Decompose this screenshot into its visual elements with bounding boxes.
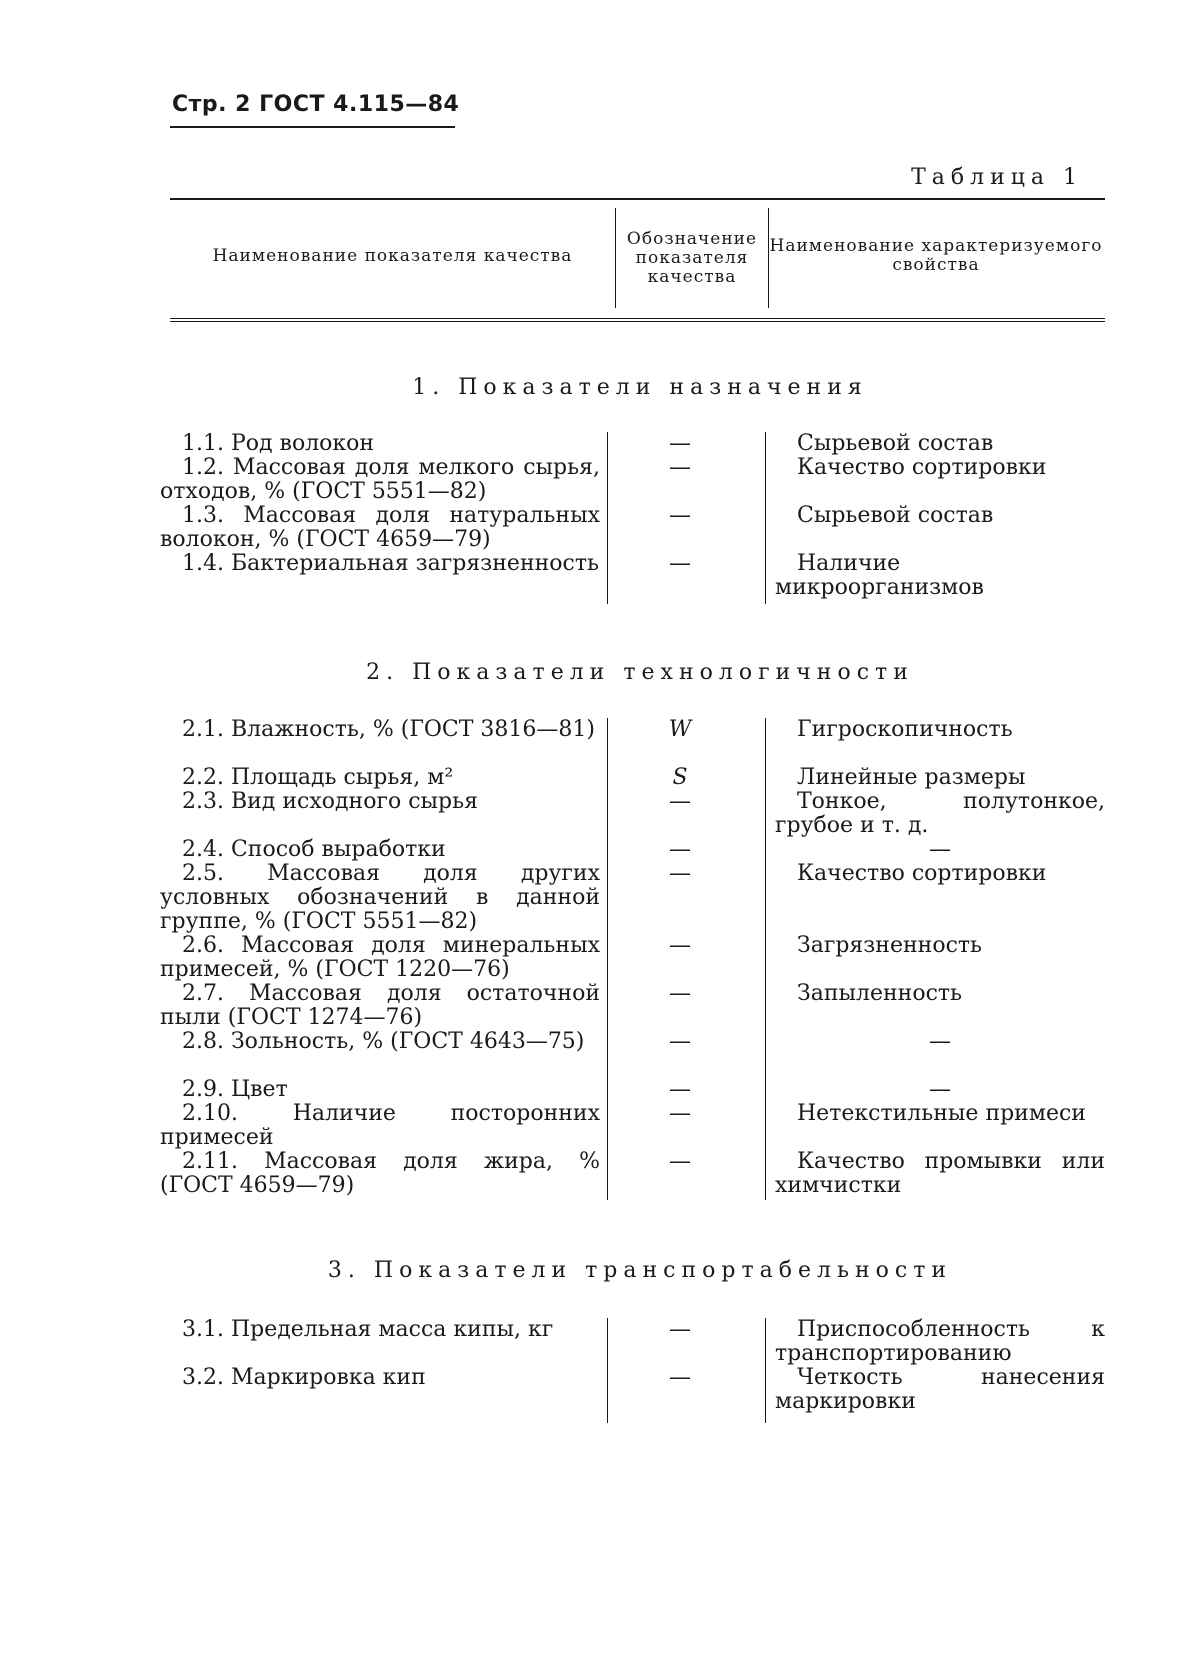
indicator-name: 2.8. Зольность, % (ГОСТ 4643—75) — [182, 1029, 585, 1054]
indicator-property: — — [929, 837, 951, 862]
indicator-name: 2.9. Цвет — [182, 1077, 288, 1102]
indicator-symbol: — — [669, 981, 691, 1006]
indicator-property: — — [929, 1077, 951, 1102]
indicator-symbol: — — [669, 1317, 691, 1342]
indicator-symbol: — — [669, 1029, 691, 1054]
header-rule — [170, 126, 455, 128]
indicator-name: 1.1. Род волокон — [182, 431, 375, 456]
indicator-name: 3.2. Маркировка кип — [182, 1365, 426, 1390]
indicator-property: Качество сортировки — [797, 861, 1047, 886]
indicator-property: Сырьевой состав — [797, 431, 994, 456]
indicator-symbol: — — [669, 933, 691, 958]
indicator-name: 2.3. Вид исходного сырья — [182, 789, 478, 814]
indicator-symbol: — — [669, 1101, 691, 1126]
indicator-name: 1.2. Массовая доля мелкого сырья, отходов, % (ГОСТ 5551—82) — [160, 455, 600, 504]
column-header-property: Наименование характеризуемого свойства — [769, 236, 1103, 275]
indicator-symbol: — — [669, 1365, 691, 1390]
indicator-name: 2.11. Массовая доля жира, % (ГОСТ 4659—79) — [160, 1149, 600, 1198]
indicator-symbol: — — [669, 861, 691, 886]
indicator-name: 2.4. Способ выработки — [182, 837, 446, 862]
indicator-property: Тонкое, полутонкое, грубое и т. д. — [775, 789, 1105, 838]
indicator-property: Сырьевой состав — [797, 503, 994, 528]
indicator-symbol: S — [672, 765, 688, 790]
indicator-symbol: — — [669, 455, 691, 480]
section-title-purpose: 1. Показатели назначения — [412, 375, 868, 400]
indicator-name: 3.1. Предельная масса кипы, кг — [182, 1317, 554, 1342]
indicator-name: 2.10. Наличие посторонних примесей — [160, 1101, 600, 1150]
indicator-property: Запыленность — [797, 981, 963, 1006]
section-title-technology: 2. Показатели технологичности — [366, 660, 914, 685]
indicator-property: Четкость нанесения маркировки — [775, 1365, 1105, 1414]
indicator-name: 2.1. Влажность, % (ГОСТ 3816—81) — [182, 717, 595, 742]
section-title-transport: 3. Показатели транспортабельности — [327, 1258, 953, 1283]
indicator-property: Наличие микроорганизмов — [775, 551, 984, 600]
column-header-name: Наименование показателя качества — [212, 245, 573, 266]
indicator-property: Качество сортировки — [797, 455, 1047, 480]
indicator-symbol: — — [669, 431, 691, 456]
indicator-property: Загрязненность — [797, 933, 983, 958]
indicator-property: — — [929, 1029, 951, 1054]
indicator-name: 2.7. Массовая доля остаточной пыли (ГОСТ 1274—76) — [160, 981, 600, 1030]
page-header: Стр. 2 ГОСТ 4.115—84 — [172, 92, 460, 117]
indicator-property: Нетекстильные примеси — [797, 1101, 1086, 1126]
indicator-property: Приспособленность к транспортированию — [775, 1317, 1105, 1366]
indicator-property: Гигроскопичность — [797, 717, 1013, 742]
indicator-symbol: — — [669, 1077, 691, 1102]
indicator-symbol: — — [669, 837, 691, 862]
indicator-name: 2.2. Площадь сырья, м² — [182, 765, 454, 790]
indicator-name: 2.5. Массовая доля других условных обозначений в данной группе, % (ГОСТ 5551—82) — [160, 861, 600, 934]
indicator-symbol: — — [669, 503, 691, 528]
indicator-symbol: W — [668, 717, 692, 742]
indicator-symbol: — — [669, 789, 691, 814]
indicator-name: 1.3. Массовая доля натуральных волокон, % (ГОСТ 4659—79) — [160, 503, 600, 552]
indicator-name: 1.4. Бактериальная загрязненность — [182, 551, 599, 576]
indicator-symbol: — — [669, 1149, 691, 1174]
column-header-symbol: Обозначение показателя качества — [615, 208, 769, 308]
table-label: Таблица 1 — [911, 165, 1083, 190]
indicator-name: 2.6. Массовая доля минеральных примесей, % (ГОСТ 1220—76) — [160, 933, 600, 982]
indicator-property: Качество промывки или химчистки — [775, 1149, 1105, 1198]
indicator-symbol: — — [669, 551, 691, 576]
table-header — [170, 198, 1105, 322]
indicator-property: Линейные размеры — [797, 765, 1026, 790]
